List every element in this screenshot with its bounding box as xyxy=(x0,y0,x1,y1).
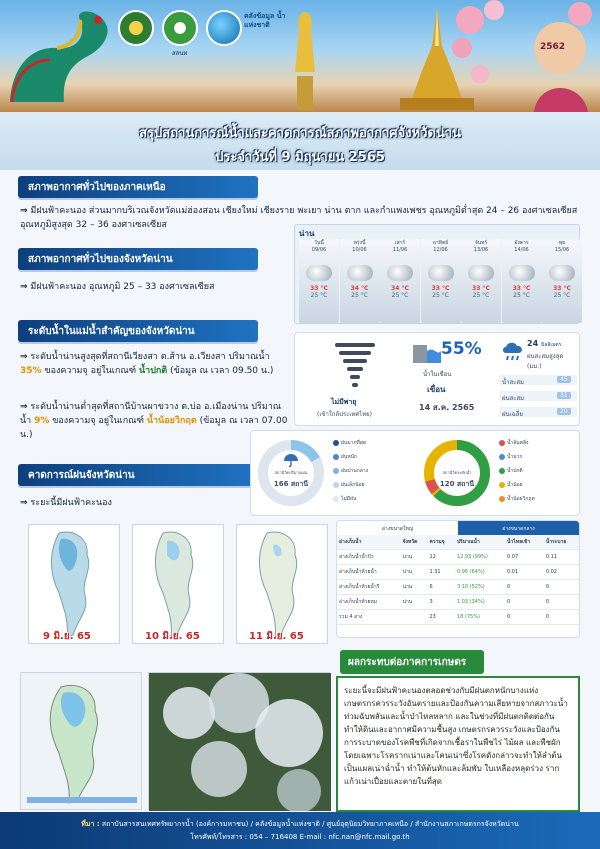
forecast-day-date: 12/06 xyxy=(433,247,448,253)
rain-station-count: 166 สถานี xyxy=(273,480,309,488)
legend-dot-icon xyxy=(333,454,339,460)
agency-logo xyxy=(162,10,198,46)
table-row xyxy=(337,580,579,595)
tornado-icon xyxy=(335,341,375,391)
legend-item xyxy=(333,453,357,461)
map-date-2: 10 มิ.ย. 65 xyxy=(145,631,200,642)
rain-cloud-icon xyxy=(468,265,494,281)
table-cell: น่าน xyxy=(401,550,428,565)
rain-bar-label: น้ำสะสม xyxy=(502,379,524,386)
table-cell: รวม 4 อ่าง xyxy=(337,610,401,625)
rain-bar-value: 45 xyxy=(557,376,571,383)
forecast-province: น่าน xyxy=(299,229,315,238)
table-cell: 0 xyxy=(505,595,544,610)
legend-dot-icon xyxy=(499,440,505,446)
forecast-low: 25 °C xyxy=(472,292,490,299)
seven-day-forecast xyxy=(294,224,580,324)
rain-cloud-icon xyxy=(549,265,575,281)
precipitation-map-image xyxy=(21,673,143,811)
rain-station-title: สถานีวัดปริมาณฝน xyxy=(274,470,308,475)
legend-item xyxy=(499,481,523,489)
satellite-cloud-image xyxy=(149,673,331,811)
year-badge: 2562 xyxy=(540,42,566,52)
forecast-day-name: พุธ xyxy=(558,240,566,246)
table-cell: อ่างเก็บน้ำห้วยน้ำ xyxy=(337,565,401,580)
rain-bar-value: 20 xyxy=(557,408,571,415)
legend-label: ไม่มีฝน xyxy=(341,496,357,502)
river-max-text xyxy=(20,350,290,378)
water-data-logo-text: คลังข้อมูล น้ำ แห่งชาติ xyxy=(244,12,286,29)
rain-cloud-icon xyxy=(428,265,454,281)
forecast-day-date: 11/06 xyxy=(392,247,408,253)
thailand-map-icon xyxy=(133,525,225,645)
arrow-icon: ⇒ xyxy=(20,402,28,412)
river-max-status: น้ำปกติ xyxy=(139,366,168,376)
legend-label: น้ำน้อยวิกฤต xyxy=(507,496,535,502)
legend-item xyxy=(499,467,523,475)
table-cell: 0 xyxy=(505,610,544,625)
footer-contact: โทรศัพท์/โทรสาร : 054 – 716408 E-mail : nfc.nan@nfc.mail.go.th xyxy=(190,833,410,841)
agency-logo-caption: สสนท xyxy=(172,50,188,57)
legend-label: ฝนเล็กน้อย xyxy=(341,482,365,488)
river-max-percent: 35% xyxy=(20,366,42,376)
legend-label: น้ำล้นตลิ่ง xyxy=(507,440,529,446)
table-cell: 0 xyxy=(544,580,579,595)
rain-bar-label: ฝนเฉลี่ย xyxy=(502,411,523,418)
thailand-map-icon xyxy=(29,525,121,645)
legend-dot-icon xyxy=(333,496,339,502)
map-date-1: 9 มิ.ย. 65 xyxy=(43,631,91,642)
rain-max-unit: มิลลิเมตร xyxy=(540,342,562,348)
legend-label: ฝนปานกลาง xyxy=(341,468,369,474)
footer-source-text: สถาบันสารสนเทศทรัพยากรน้ำ (องค์การมหาชน) / คลังข้อมูลน้ำแห่งชาติ / ศูนย์อุตุนิยมวิทยาภาคเหนือ / สำนักงานสภาเกษตรกรจังหวัดน่าน xyxy=(101,820,519,828)
table-header: จังหวัด xyxy=(401,535,428,550)
rain-bar-value: 31 xyxy=(557,392,571,399)
forecast-high: 33 °C xyxy=(472,285,490,292)
rain-map-day1 xyxy=(28,524,120,644)
north-weather-heading: สภาพอากาศทั่วไปของภาคเหนือ xyxy=(18,176,258,198)
legend-item xyxy=(499,439,528,447)
rain-forecast-heading: คาดการณ์ฝนจังหวัดน่าน xyxy=(18,464,258,486)
table-cell: 12.93 (99%) xyxy=(455,550,505,565)
footer-source xyxy=(0,818,600,831)
forecast-day-name: อังคาร xyxy=(514,240,529,246)
storm-status: ไม่มีพายุ xyxy=(331,398,357,406)
legend-item xyxy=(333,481,365,489)
agriculture-impact-heading: ผลกระทบต่อภาคการเกษตร xyxy=(340,650,484,674)
forecast-day-name: อาทิตย์ xyxy=(432,240,449,246)
cherry-blossom-image xyxy=(450,0,600,112)
forecast-day-name: วันนี้ xyxy=(314,240,324,246)
legend-dot-icon xyxy=(333,468,339,474)
table-cell: 6 xyxy=(427,580,455,595)
forecast-day-date: 09/06 xyxy=(311,247,327,253)
rain-cloud-icon xyxy=(347,265,373,281)
legend-dot-icon xyxy=(499,454,505,460)
rain-max-number: 24 xyxy=(527,339,539,348)
page-title: สรุปสถานการณ์น้ำและคาดการณ์สภาพอากาศจังหวัดน่าน xyxy=(139,126,461,141)
forecast-high: 33 °C xyxy=(431,285,450,292)
tab-medium-reservoir[interactable]: อ่างขนาดกลาง xyxy=(458,521,579,535)
river-min-text-c: (ข้อมูล ณ เวลา 07.00 น.) xyxy=(20,416,288,440)
forecast-day-date: 15/06 xyxy=(554,247,570,253)
map-date-3: 11 มิ.ย. 65 xyxy=(249,631,304,642)
legend-item xyxy=(333,467,368,475)
table-cell: น่าน xyxy=(401,595,428,610)
forecast-day-name: จันทร์ xyxy=(474,240,488,246)
river-min-percent: 9% xyxy=(34,416,50,426)
water-station-count: 120 สถานี xyxy=(439,480,475,488)
table-cell: 12 xyxy=(427,550,455,565)
dam-water-icon xyxy=(413,343,441,363)
umbrella-icon xyxy=(283,453,299,467)
forecast-day-name: พรุ่งนี้ xyxy=(353,240,366,246)
legend-item xyxy=(499,495,535,503)
forecast-high: 34 °C xyxy=(391,285,409,292)
forecast-low: 25 °C xyxy=(553,292,571,299)
dam-name: เขื่อน xyxy=(427,385,446,394)
table-cell: 18 (75%) xyxy=(455,610,505,625)
table-cell: 1.03 (34%) xyxy=(455,595,505,610)
legend-dot-icon xyxy=(333,482,339,488)
river-level-heading: ระดับน้ำในแม่น้ำสำคัญของจังหวัดน่าน xyxy=(18,320,258,342)
north-weather-body: มีฝนฟ้าคะนอง ส่วนมากบริเวณจังหวัดแม่ฮ่องสอน เชียงใหม่ เชียงราย พะเยา น่าน ตาก และกำแพงเพชร อุณหภูมิต่ำสุด 24 – 26 องศาเซลเซียส อุณหภูมิสูงสุด 32 – 36 องศาเซลเซียส xyxy=(20,206,578,230)
forecast-day xyxy=(542,239,582,323)
table-cell xyxy=(401,610,428,625)
reservoir-table-panel xyxy=(336,520,580,638)
rain-forecast-body: ระยะนี้มีฝนฟ้าคะนอง xyxy=(30,498,112,508)
footer-source-label: ที่มา : xyxy=(81,820,100,828)
table-header: ปริมาณน้ำ xyxy=(455,535,505,550)
rain-map-day2 xyxy=(132,524,224,644)
legend-item xyxy=(333,439,366,447)
footer xyxy=(0,812,600,849)
forecast-day-name: เสาร์ xyxy=(394,240,406,246)
forecast-day xyxy=(502,239,542,323)
table-cell: 0.07 xyxy=(505,550,544,565)
rain-bar xyxy=(499,391,577,401)
dam-date: 14 ส.ค. 2565 xyxy=(419,403,475,412)
legend-label: น้ำมาก xyxy=(507,454,523,460)
province-weather-heading: สภาพอากาศทั่วไปของจังหวัดน่าน xyxy=(18,248,258,270)
forecast-low: 25 °C xyxy=(391,292,409,299)
page-date: ประจำวันที่ 9 มิถุนายน 2565 xyxy=(215,150,385,165)
legend-item xyxy=(333,495,356,503)
water-station-title: สถานีวัดระดับน้ำ xyxy=(442,470,472,475)
table-row xyxy=(337,565,579,580)
forecast-day-date: 14/06 xyxy=(514,247,529,253)
legend-label: น้ำปกติ xyxy=(507,468,523,474)
forecast-high: 33 °C xyxy=(512,285,531,292)
river-min-text-b: ของความจุ อยู่ในเกณฑ์ xyxy=(52,416,144,426)
table-cell: 0.11 xyxy=(544,550,579,565)
dam-label: น้ำในเขื่อน xyxy=(423,371,452,378)
forecast-high: 34 °C xyxy=(350,285,369,292)
forecast-day xyxy=(340,239,380,323)
rain-cloud-icon xyxy=(509,265,535,281)
province-weather-text xyxy=(20,280,290,294)
forecast-day xyxy=(299,239,339,323)
rain-max-label: ฝนสะสมสูงสุด (มม.) xyxy=(527,353,564,370)
forecast-day-date: 13/06 xyxy=(473,247,489,253)
forecast-high: 33 °C xyxy=(553,285,571,292)
river-min-status: น้ำน้อยวิกฤต xyxy=(146,416,197,426)
rain-bar xyxy=(499,375,577,385)
table-cell: 3.10 (52%) xyxy=(455,580,505,595)
department-logo xyxy=(118,10,154,46)
forecast-low: 25 °C xyxy=(310,292,328,299)
table-cell: อ่างเก็บน้ำห้วยหม xyxy=(337,595,401,610)
forecast-low: 25 °C xyxy=(513,292,530,299)
table-row xyxy=(337,550,579,565)
legend-dot-icon xyxy=(499,482,505,488)
forecast-day xyxy=(421,239,461,323)
rain-max-value xyxy=(527,339,561,349)
rain-cloud-icon xyxy=(306,265,332,281)
precipitation-map xyxy=(20,672,142,810)
legend-dot-icon xyxy=(499,468,505,474)
forecast-day xyxy=(461,239,501,323)
dam-percent: 55% xyxy=(441,339,482,359)
table-cell: น่าน xyxy=(401,565,428,580)
legend-dot-icon xyxy=(499,496,505,502)
forecast-day-date: 10/06 xyxy=(352,247,367,253)
table-row xyxy=(337,610,579,625)
legend-label: ฝนหนัก xyxy=(341,454,358,460)
forecast-low: 25 °C xyxy=(351,292,368,299)
status-dashboard xyxy=(294,332,580,426)
thailand-map-icon xyxy=(237,525,329,645)
table-cell: 0.01 xyxy=(505,565,544,580)
table-cell: 0 xyxy=(544,595,579,610)
river-max-text-c: (ข้อมูล ณ เวลา 09.50 น.) xyxy=(170,366,274,376)
table-cell: 1.31 xyxy=(427,565,455,580)
station-summary xyxy=(250,430,580,516)
naga-dragon-image xyxy=(2,6,120,106)
legend-dot-icon xyxy=(333,440,339,446)
rain-bar xyxy=(499,407,577,417)
table-header: อ่างเก็บน้ำ xyxy=(337,535,401,550)
province-weather-body: มีฝนฟ้าคะนอง อุณหภูมิ 25 – 33 องศาเซลเซียส xyxy=(30,282,215,292)
table-row xyxy=(337,595,579,610)
table-cell: น่าน xyxy=(401,580,428,595)
storm-sub: (เข้าใกล้ประเทศไทย) xyxy=(317,411,372,418)
table-cell: 23 xyxy=(427,610,455,625)
rain-map-day3 xyxy=(236,524,328,644)
forecast-high: 33 °C xyxy=(310,285,328,292)
arrow-icon: ⇒ xyxy=(20,352,28,362)
table-cell: 0 xyxy=(544,610,579,625)
table-header: ความจุ xyxy=(427,535,455,550)
arrow-icon: ⇒ xyxy=(20,206,28,216)
rain-cloud-icon xyxy=(501,339,525,363)
arrow-icon: ⇒ xyxy=(20,498,28,508)
legend-label: ฝนมากที่สุด xyxy=(341,440,367,446)
rain-bar-label: ฝนสะสม xyxy=(502,395,525,402)
forecast-day xyxy=(380,239,420,323)
buddha-statue-image xyxy=(287,6,323,110)
arrow-icon: ⇒ xyxy=(20,282,28,292)
table-cell: 0.96 (64%) xyxy=(455,565,505,580)
forecast-low: 25 °C xyxy=(432,292,449,299)
river-max-text-a: ระดับน้ำน่านสูงสุดที่สถานีเวียงสา ต.ส้าน อ.เวียงสา ปริมาณน้ำ xyxy=(30,352,270,362)
rain-cloud-icon xyxy=(387,265,413,281)
table-cell: 3 xyxy=(427,595,455,610)
table-header: น้ำไหลเข้า xyxy=(505,535,544,550)
satellite-image xyxy=(148,672,330,810)
reservoir-table xyxy=(337,535,579,625)
table-header: น้ำระบาย xyxy=(544,535,579,550)
table-cell: 0.02 xyxy=(544,565,579,580)
legend-item xyxy=(499,453,522,461)
table-cell: อ่างเก็บน้ำห้วยน้ำรี xyxy=(337,580,401,595)
river-min-text-a: ระดับน้ำน่านต่ำสุดที่สถานีบ้านผาขวาง ต.บ่อ อ.เมืองน่าน ปริมาณน้ำ xyxy=(20,402,282,426)
table-cell: อ่างเก็บน้ำน้ำปัว xyxy=(337,550,401,565)
header-banner xyxy=(0,0,600,112)
table-cell: 0 xyxy=(505,580,544,595)
agriculture-impact-text: ระยะนี้จะมีฝนฟ้าคะนองตลอดช่วงกับมีฝนตกหนักบางแห่ง เกษตรกรควรระวังอันตรายและป้องกันความเสียหายจากสภาวะน้ำท่วมฉับพลันและน้ำป่าไหลหลาก และในช่วงที่มีฝนตกติดต่อกันทำให้ดินและอากาศมีความชื้นสูง เกษตรกรควรระวังและป้องกันการระบาดของโรคพืชที่เกิดจากเชื้อราในพืชไร่ ไม้ผล และพืชผัก โดยเฉพาะโรครากเน่าและโคนเน่าซึ่งโรคดังกล่าวจะทำให้ลำต้นเป็นแผลเน่าฉ่ำน้ำ ทำให้ต้นหักและล้มพับ ใบเหลืองหลุดร่วง รากแก้วเน่าเปื่อยและตายในที่สุด xyxy=(336,676,580,812)
tab-large-reservoir[interactable]: อ่างขนาดใหญ่ xyxy=(381,526,414,532)
river-max-text-b: ของความจุ อยู่ในเกณฑ์ xyxy=(44,366,137,376)
legend-label: น้ำน้อย xyxy=(507,482,523,488)
water-data-logo xyxy=(206,10,242,46)
